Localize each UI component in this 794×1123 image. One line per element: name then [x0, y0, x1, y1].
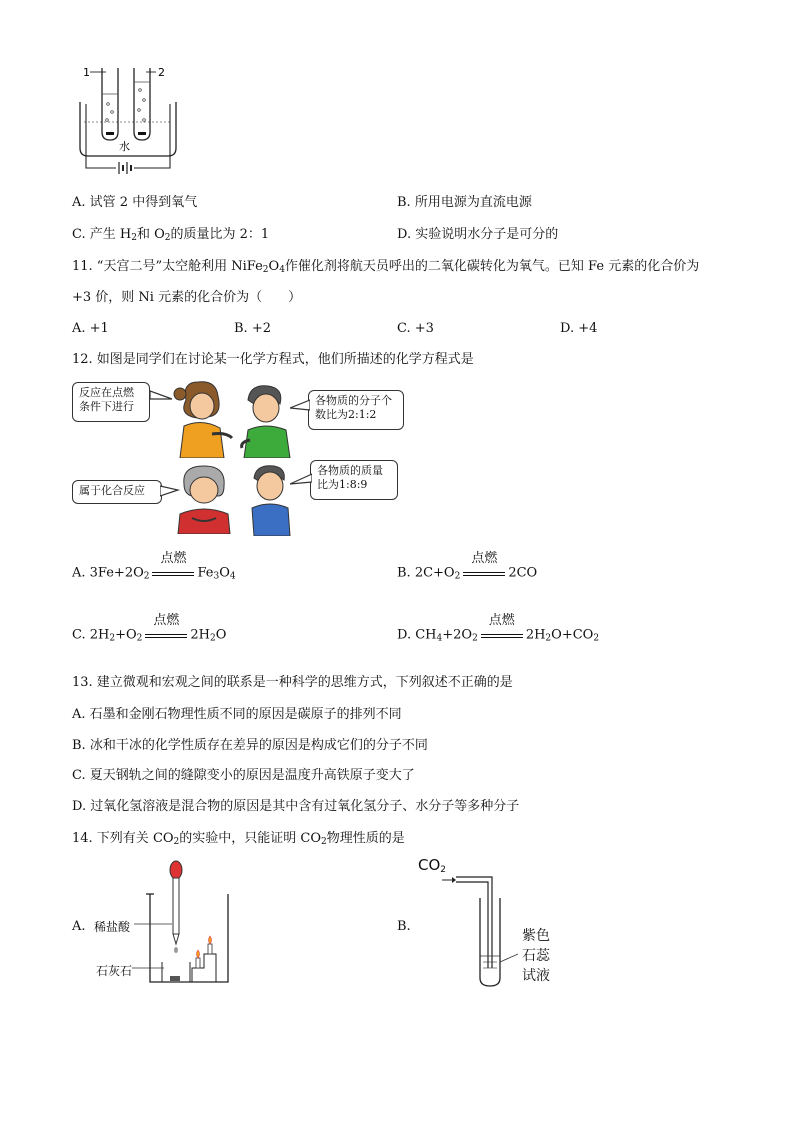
q10-option-c-pre: C. 产生 H	[72, 227, 132, 242]
q11-stem-line1	[72, 258, 699, 279]
q12-option-d-product: 2H	[525, 627, 546, 643]
litmus-label-line1: 紫色	[522, 928, 550, 944]
q13-option-d: D. 过氧化氢溶液是混合物的原因是其中含有过氧化氢分子、水分子等多种分子	[72, 799, 520, 814]
q14-stem-mid: 的实验中，只能证明 CO	[179, 831, 322, 846]
speech-bubble-1: 反应在点燃条件下进行	[72, 382, 150, 422]
q13-option-a: A. 石墨和金刚石物理性质不同的原因是碳原子的排列不同	[72, 707, 402, 722]
electrolysis-figure	[72, 60, 192, 178]
speech-bubble-4: 各物质的质量比为1:8:9	[310, 460, 398, 500]
subscript: 2	[472, 633, 478, 644]
litmus-label-line3: 试液	[522, 968, 550, 984]
limestone-label: 石灰石	[96, 964, 133, 978]
q10-option-c	[72, 226, 269, 247]
q12-option-b-reactants: B. 2C+O	[397, 565, 455, 581]
q12-option-c-product: 2H	[190, 627, 210, 643]
q12-option-b-product: 2CO	[508, 565, 538, 581]
q12-option-d-mid: +2O	[442, 627, 473, 643]
q14-stem	[72, 830, 405, 851]
subscript: 2	[593, 633, 600, 644]
bubble-2-tail	[290, 396, 310, 416]
q11-option-c: C. +3	[397, 321, 434, 336]
acid-label: 稀盐酸	[94, 920, 131, 934]
q12-option-a	[72, 551, 236, 586]
q11-stem-o: O	[268, 259, 280, 274]
subscript: 2	[173, 837, 180, 847]
subscript: 2	[136, 633, 143, 644]
q11-stem-pre: 11. “天宫二号”太空舱利用 NiFe	[72, 259, 263, 274]
subscript: 4	[229, 571, 236, 582]
q10-option-c-mid: 和 O	[136, 227, 165, 242]
litmus-label	[522, 926, 550, 986]
q10-option-c-post: 的质量比为 2：1	[170, 227, 270, 242]
q13-stem: 13. 建立微观和宏观之间的联系是一种科学的思维方式，下列叙述不正确的是	[72, 675, 513, 690]
subscript: 2	[262, 265, 269, 275]
co2-label-text: CO	[418, 856, 441, 874]
subscript: 4	[279, 265, 285, 275]
condition-text: 点燃	[160, 551, 187, 566]
test-tube-litmus-apparatus	[440, 868, 520, 992]
q10-option-b: B. 所用电源为直流电源	[397, 195, 532, 210]
litmus-label-line2: 石蕊	[522, 948, 550, 964]
subscript: 2	[210, 633, 216, 644]
q11-option-b: B. +2	[234, 321, 271, 336]
q13-option-b: B. 冰和干冰的化学性质存在差异的原因是构成它们的分子不同	[72, 738, 428, 753]
q13-option-c: C. 夏天钢轨之间的缝隙变小的原因是温度升高铁原子变大了	[72, 768, 415, 783]
tube-1-label: 1	[83, 66, 90, 79]
reaction-condition	[145, 613, 187, 644]
water-label: 水	[119, 140, 130, 153]
q11-option-a: A. +1	[72, 321, 109, 336]
q10-option-d: D. 实验说明水分子是可分的	[397, 227, 559, 242]
q12-option-d-label: D. CH	[397, 627, 437, 643]
reaction-condition	[152, 551, 194, 582]
q12-option-c-mid: +O	[115, 627, 137, 643]
speech-bubble-3: 属于化合反应	[72, 480, 162, 504]
q11-stem-post: 作催化剂将航天员呼出的二氧化碳转化为氧气。已知 Fe 元素的化合价为	[284, 259, 700, 274]
grandmother-figure	[172, 462, 236, 534]
q11-stem-line2: +3 价，则 Ni 元素的化合价为（ ）	[72, 290, 302, 305]
q10-option-a: A. 试管 2 中得到氧气	[72, 195, 198, 210]
electrolysis-drawing	[72, 60, 192, 178]
condition-text: 点燃	[153, 613, 180, 628]
q14-stem-post: 物理性质的是	[326, 831, 405, 846]
q12-option-b	[397, 551, 538, 586]
q14-stem-pre: 14. 下列有关 CO	[72, 831, 174, 846]
girl-figure	[168, 378, 234, 458]
subscript: 3	[213, 571, 220, 582]
reaction-condition	[481, 613, 523, 644]
subscript: 2	[164, 233, 171, 243]
q12-option-c-label: C. 2H	[72, 627, 110, 643]
subscript: 2	[321, 837, 327, 847]
q14-option-a-letter: A.	[72, 919, 86, 934]
condition-text: 点燃	[471, 551, 498, 566]
q12-option-c	[72, 613, 227, 648]
subscript: 2	[454, 571, 461, 582]
subscript: 2	[440, 865, 447, 875]
boy-green-figure	[240, 382, 300, 458]
q12-option-c-product-tail: O	[215, 627, 227, 643]
q12-option-d-product-mid: O+CO	[551, 627, 594, 643]
q14-option-b-letter: B.	[397, 919, 411, 934]
q12-option-a-product-o: O	[219, 565, 230, 581]
tube-2-label: 2	[158, 66, 165, 79]
condition-text: 点燃	[488, 613, 515, 628]
subscript: 2	[109, 633, 116, 644]
q11-option-d: D. +4	[560, 321, 598, 336]
reaction-condition	[463, 551, 505, 582]
bubble-4-tail	[290, 470, 312, 490]
q12-option-a-reactants: A. 3Fe+2O	[72, 565, 144, 581]
subscript: 2	[131, 233, 137, 243]
q12-stem: 12. 如图是同学们在讨论某一化学方程式，他们所描述的化学方程式是	[72, 352, 474, 367]
subscript: 4	[436, 633, 443, 644]
subscript: 2	[545, 633, 552, 644]
speech-bubble-2: 各物质的分子个数比为2:1:2	[308, 390, 404, 430]
q12-option-a-product: Fe	[197, 565, 214, 581]
subscript: 2	[143, 571, 150, 582]
q12-option-d	[397, 613, 600, 648]
beaker-candles-apparatus	[132, 858, 242, 990]
